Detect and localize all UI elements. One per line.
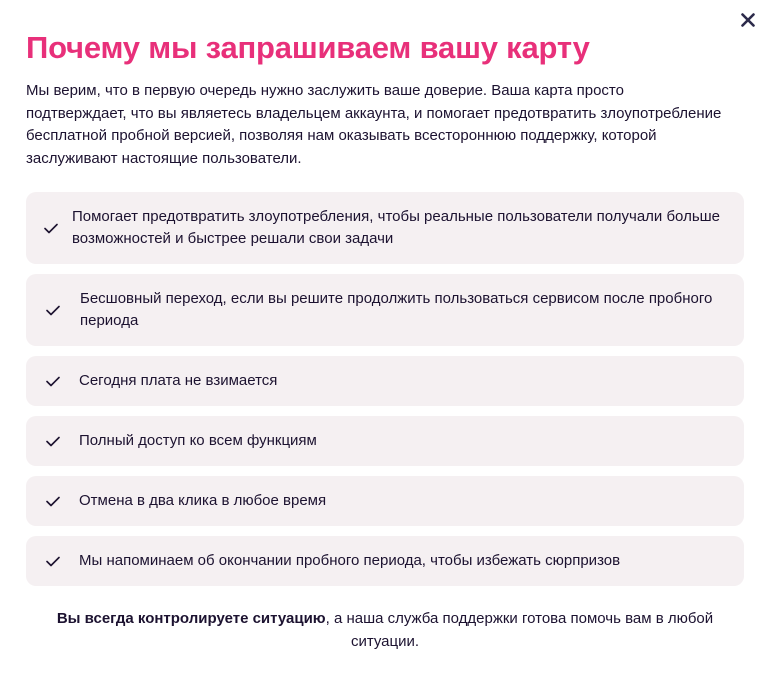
benefits-list [26, 192, 744, 596]
dialog-title: Почему мы запрашиваем вашу карту [26, 30, 590, 65]
benefit-text: Полный доступ ко всем функциям [79, 431, 317, 449]
check-icon [46, 374, 60, 388]
footer-bold: Вы всегда контролируете ситуацию [56, 610, 326, 627]
intro-text: Мы верим, что в первую очередь нужно заслужить ваше доверие. Ваша карта просто подтверждает, что вы являетесь владельцем аккаунта, и помогает предотвратить злоупотребление бесплатной пробной версией, позволяя нам оказывать всестороннюю поддержку, которой заслуживают настоящие пользователи. [26, 82, 722, 167]
benefit-item [26, 416, 744, 466]
footer-rest: , а наша служба поддержки готова помочь вам в любой ситуации. [325, 610, 714, 650]
close-icon [741, 13, 755, 27]
benefit-item [26, 356, 744, 406]
close-button[interactable] [736, 8, 760, 32]
benefit-item [26, 192, 744, 264]
benefit-item [26, 536, 744, 586]
benefit-text: Помогает предотвратить злоупотребления, чтобы реальные пользователи получали больше возможностей и быстрее решали свои задачи [72, 207, 721, 247]
check-icon [46, 554, 60, 568]
footer-note [26, 608, 744, 653]
benefit-item [26, 274, 744, 346]
check-icon [46, 494, 60, 508]
check-icon [46, 434, 60, 448]
benefit-text: Сегодня плата не взимается [79, 371, 278, 389]
benefit-text: Отмена в два клика в любое время [79, 491, 327, 509]
benefit-item [26, 476, 744, 526]
benefit-text: Бесшовный переход, если вы решите продолжить пользоваться сервисом после пробного периода [80, 289, 713, 329]
check-icon [46, 303, 60, 317]
benefit-text: Мы напоминаем об окончании пробного периода, чтобы избежать сюрпризов [79, 551, 621, 569]
check-icon [44, 221, 58, 235]
